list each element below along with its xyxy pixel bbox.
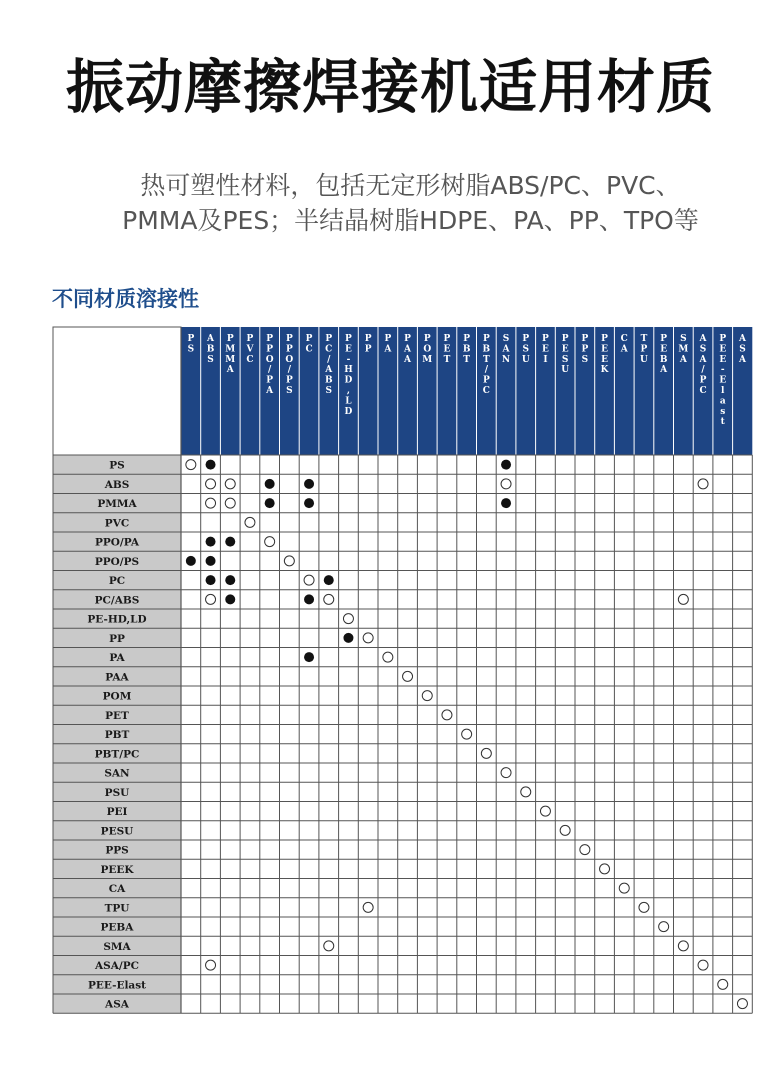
hollow-circle-san-san xyxy=(501,768,511,778)
hollow-circle-pesu-pesu xyxy=(560,825,570,835)
hollow-circle-asa-asa xyxy=(737,999,747,1009)
row-label-ppo-pa: PPO/PA xyxy=(94,536,140,549)
row-label-ca: CA xyxy=(108,883,126,896)
column-label-pei: P E I xyxy=(542,334,549,365)
column-label-pvc: P V C xyxy=(246,334,254,365)
row-label-pe-hd-ld: PE-HD,LD xyxy=(87,613,147,626)
hollow-circle-sma-pc-abs xyxy=(324,941,334,951)
row-label-peek: PEEK xyxy=(100,863,134,876)
hollow-circle-pc-pc xyxy=(304,575,314,585)
column-label-tpu: T P U xyxy=(640,334,648,365)
hollow-circle-peek-peek xyxy=(600,864,610,874)
row-label-pbt: PBT xyxy=(104,729,130,742)
filled-dot-pa-pc xyxy=(304,652,314,662)
hollow-circle-psu-psu xyxy=(521,787,531,797)
hollow-circle-pc-abs-pc-abs xyxy=(324,594,334,604)
hollow-circle-ps-ps xyxy=(186,460,196,470)
hollow-circle-abs-pmma xyxy=(225,479,235,489)
filled-dot-pc-abs-pmma xyxy=(225,594,235,604)
filled-dot-ppo-pa-abs xyxy=(206,537,216,547)
column-label-psu: P S U xyxy=(521,334,530,365)
hollow-circle-ppo-ps-ppo-ps xyxy=(284,556,294,566)
page-title: 振动摩擦焊接机适用材质 xyxy=(65,53,715,121)
hollow-circle-pmma-pmma xyxy=(225,498,235,508)
row-label-pesu: PESU xyxy=(100,825,134,838)
hollow-circle-pe-hd-ld-pe-hd-ld xyxy=(343,614,353,624)
column-label-pc-abs: P C / A B S xyxy=(324,334,333,396)
hollow-circle-abs-san xyxy=(501,479,511,489)
description-line-2: PMMA及PES；半结晶树脂HDPE、PA、PP、TPO等 xyxy=(122,206,699,235)
filled-dot-pmma-san xyxy=(501,498,511,508)
column-label-peek: P E E K xyxy=(600,334,609,376)
section-title: 不同材质溶接性 xyxy=(52,287,199,311)
hollow-circle-pbt-pbt xyxy=(462,729,472,739)
hollow-circle-peba-peba xyxy=(659,922,669,932)
row-label-pet: PET xyxy=(105,709,129,722)
column-label-pe-hd-ld: P E -H D , L D xyxy=(344,334,353,417)
row-label-pvc: PVC xyxy=(104,517,130,530)
hollow-circle-tpu-pp xyxy=(363,902,373,912)
column-label-ppo-ps: P P O / P S xyxy=(285,334,294,396)
column-label-peba: P E B A xyxy=(659,334,668,376)
row-label-pa: PA xyxy=(109,652,125,665)
row-label-asa: ASA xyxy=(105,998,129,1011)
row-label-asa-pc: ASA/PC xyxy=(95,960,139,973)
hollow-circle-pee-elast-pee-elast xyxy=(718,979,728,989)
hollow-circle-pbt-pc-pbt-pc xyxy=(481,748,491,758)
column-label-pa: P A xyxy=(384,334,392,355)
hollow-circle-abs-abs xyxy=(206,479,216,489)
hollow-circle-paa-paa xyxy=(403,671,413,681)
filled-dot-pc-pc-abs xyxy=(324,575,334,585)
filled-dot-pc-pmma xyxy=(225,575,235,585)
column-label-asa-pc: A S A / P C xyxy=(699,334,707,396)
column-label-pbt: P B T xyxy=(462,334,471,365)
filled-dot-ppo-ps-abs xyxy=(206,556,216,566)
filled-dot-pp-pe-hd-ld xyxy=(343,633,353,643)
column-label-ps: P S xyxy=(187,334,195,355)
row-label-tpu: TPU xyxy=(104,902,130,915)
column-label-san: S A N xyxy=(501,334,511,365)
row-label-pom: POM xyxy=(102,690,132,703)
hollow-circle-ppo-pa-ppo-pa xyxy=(265,537,275,547)
column-label-pps: P P S xyxy=(581,334,589,365)
row-label-ps: PS xyxy=(109,459,125,472)
filled-dot-pc-abs-pc xyxy=(304,594,314,604)
hollow-circle-pei-pei xyxy=(540,806,550,816)
row-label-paa: PAA xyxy=(105,671,129,684)
hollow-circle-abs-asa-pc xyxy=(698,479,708,489)
row-label-pp: PP xyxy=(109,632,125,645)
column-label-pc: P C xyxy=(305,334,313,355)
filled-dot-pmma-ppo-pa xyxy=(265,498,275,508)
hollow-circle-ca-ca xyxy=(619,883,629,893)
column-label-abs: A B S xyxy=(206,334,215,365)
column-label-pmma: P M M A xyxy=(225,334,236,376)
hollow-circle-pps-pps xyxy=(580,845,590,855)
filled-dot-ppo-ps-ps xyxy=(186,556,196,566)
hollow-circle-tpu-tpu xyxy=(639,902,649,912)
row-label-abs: ABS xyxy=(104,478,130,491)
row-label-san: SAN xyxy=(104,767,130,780)
hollow-circle-pvc-pvc xyxy=(245,517,255,527)
column-label-paa: P A A xyxy=(404,334,412,365)
hollow-circle-asa-pc-asa-pc xyxy=(698,960,708,970)
hollow-circle-pmma-abs xyxy=(206,498,216,508)
column-label-sma: S M A xyxy=(678,334,689,365)
column-label-asa: A S A xyxy=(738,334,746,365)
filled-dot-pmma-pc xyxy=(304,498,314,508)
filled-dot-abs-ppo-pa xyxy=(265,479,275,489)
hollow-circle-pp-pp xyxy=(363,633,373,643)
filled-dot-ps-abs xyxy=(206,460,216,470)
hollow-circle-pom-pom xyxy=(422,691,432,701)
row-label-pps: PPS xyxy=(105,844,129,857)
row-label-psu: PSU xyxy=(104,786,130,799)
row-label-sma: SMA xyxy=(103,940,131,953)
filled-dot-pc-abs xyxy=(206,575,216,585)
column-label-pom: P O M xyxy=(422,334,433,365)
hollow-circle-asa-pc-abs xyxy=(206,960,216,970)
column-label-ca: C A xyxy=(620,334,628,355)
row-label-peba: PEBA xyxy=(100,921,134,934)
filled-dot-ps-san xyxy=(501,460,511,470)
column-label-pp: P P xyxy=(364,334,372,355)
column-label-pbt-pc: P B T / P C xyxy=(482,334,491,396)
hollow-circle-sma-sma xyxy=(678,941,688,951)
row-label-pee-elast: PEE-Elast xyxy=(87,979,147,992)
row-label-pmma: PMMA xyxy=(97,498,137,511)
row-label-ppo-ps: PPO/PS xyxy=(94,555,140,568)
filled-dot-abs-pc xyxy=(304,479,314,489)
hollow-circle-pet-pet xyxy=(442,710,452,720)
column-label-pesu: P E S U xyxy=(561,334,570,376)
row-label-pc-abs: PC/ABS xyxy=(94,594,140,607)
filled-dot-ppo-pa-pmma xyxy=(225,537,235,547)
column-label-ppo-pa: P P O / P A xyxy=(265,334,274,396)
row-label-pbt-pc: PBT/PC xyxy=(94,748,140,761)
header-corner xyxy=(53,327,181,455)
row-label-pei: PEI xyxy=(106,806,128,819)
column-label-pee-elast: P E E -E l a s t xyxy=(719,334,727,428)
row-label-pc: PC xyxy=(108,575,126,588)
hollow-circle-pc-abs-sma xyxy=(678,594,688,604)
column-label-pet: P E T xyxy=(443,334,451,365)
hollow-circle-pa-pa xyxy=(383,652,393,662)
description-line-1: 热可塑性材料，包括无定形树脂ABS/PC、PVC、 xyxy=(140,171,681,200)
hollow-circle-pc-abs-abs xyxy=(206,594,216,604)
